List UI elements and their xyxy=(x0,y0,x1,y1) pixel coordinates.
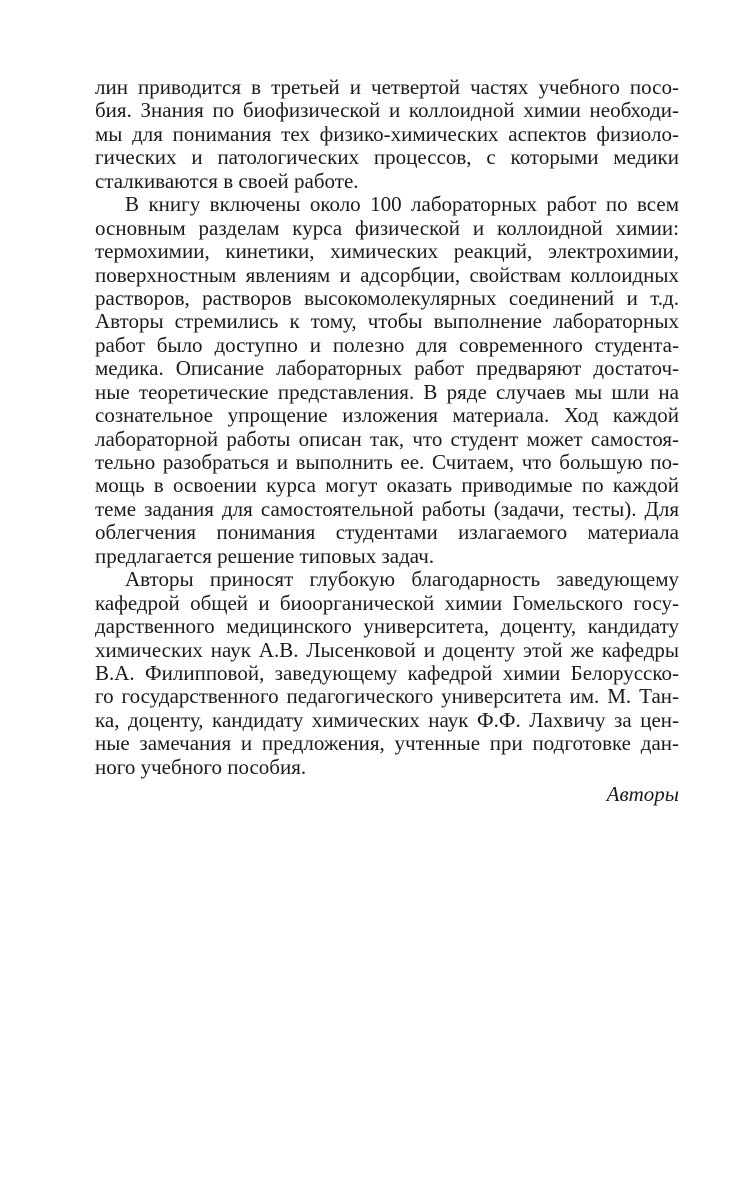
text-line: химических наук А.В. Лысенковой и доценту этой же кафедры xyxy=(95,637,679,662)
text-line: термохимии, кинетики, химических реакций, электрохимии, xyxy=(95,239,679,264)
text-line: основным разделам курса физической и коллоидной химии: xyxy=(95,215,679,240)
text-line: го государственного педагогического университета им. М. Тан- xyxy=(95,684,679,709)
text-line: облегчения понимания студентами излагаемого материала xyxy=(95,520,679,545)
text-line: ка, доценту, кандидату химических наук Ф.Ф. Лахвичу за цен- xyxy=(95,707,679,732)
text-line: лабораторной работы описан так, что студент может самостоя- xyxy=(95,426,679,451)
text-line: Авторы приносят глубокую благодарность заведующему xyxy=(125,567,679,592)
text-line: дарственного медицинского университета, доценту, кандидату xyxy=(95,614,679,639)
text-line: сознательное упрощение изложения материала. Ход каждой xyxy=(95,403,679,428)
text-line: работ было доступно и полезно для современного студента- xyxy=(95,332,679,357)
text-line: предлагается решение типовых задач. xyxy=(95,543,435,568)
text-line: сталкиваются в своей работе. xyxy=(95,168,359,193)
signature: Авторы xyxy=(606,782,679,807)
text-line: ного учебного пособия. xyxy=(95,754,307,779)
text-line: растворов, растворов высокомолекулярных соединений и т.д. xyxy=(95,285,679,310)
text-line: В книгу включены около 100 лабораторных работ по всем xyxy=(125,192,679,217)
paragraph-2 xyxy=(95,193,679,568)
text-line: тельно разобраться и выполнить ее. Считаем, что большую по- xyxy=(95,450,679,474)
text-line: мы для понимания тех физико-химических аспектов физиоло- xyxy=(95,121,679,146)
text-line: поверхностным явлениям и адсорбции, свойствам коллоидных xyxy=(95,262,679,287)
text-line: ные теоретические представления. В ряде случаев мы шли на xyxy=(95,379,679,404)
text-line: мощь в освоении курса могут оказать приводимые по каждой xyxy=(95,473,679,498)
text-line: Авторы стремились к тому, чтобы выполнение лабораторных xyxy=(95,309,679,334)
text-line: ные замечания и предложения, учтенные при подготовке дан- xyxy=(95,731,679,756)
text-line: кафедрой общей и биоорганической химии Гомельского госу- xyxy=(95,590,679,615)
text-line: В.А. Филипповой, заведующему кафедрой химии Белорусско- xyxy=(95,660,679,685)
paragraph-3 xyxy=(95,568,679,779)
text-line: бия. Знания по биофизической и коллоидной химии необходи- xyxy=(95,98,679,123)
text-line: лин приводится в третьей и четвертой частях учебного посо- xyxy=(95,75,679,99)
paragraph-1 xyxy=(95,76,679,193)
text-line: медика. Описание лабораторных работ предваряют достаточ- xyxy=(95,356,679,381)
document-page xyxy=(95,76,679,807)
text-line: гических и патологических процессов, с которыми медики xyxy=(95,145,679,170)
text-line: теме задания для самостоятельной работы (задачи, тесты). Для xyxy=(95,496,679,521)
